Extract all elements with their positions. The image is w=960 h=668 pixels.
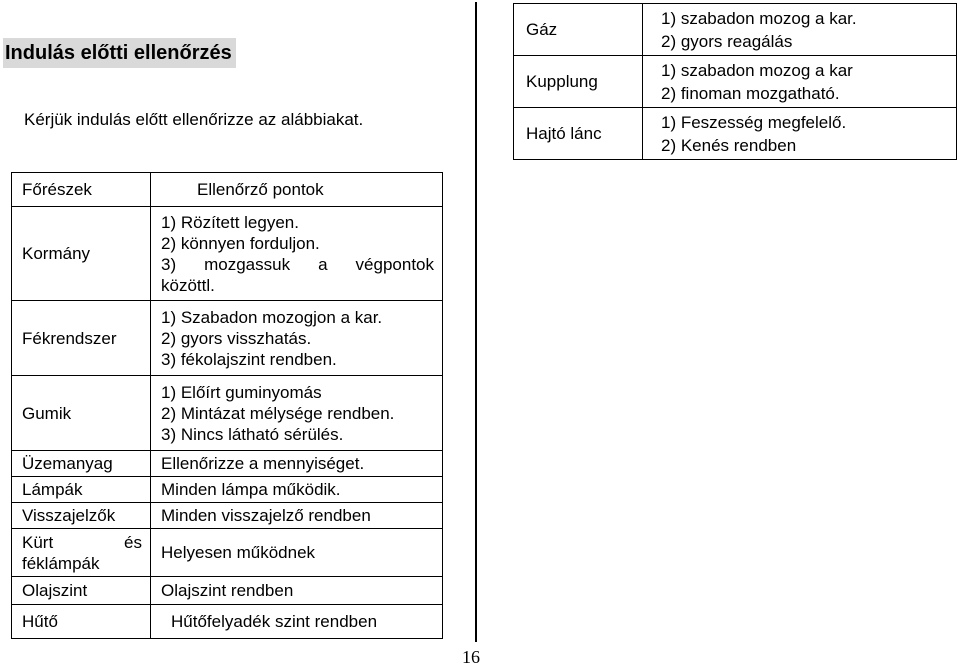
row-key: Gáz: [514, 4, 643, 56]
table-row: [12, 477, 443, 503]
row-key-line: féklámpák: [22, 553, 100, 573]
table-row: [514, 4, 957, 56]
row-key: Hajtó lánc: [514, 108, 643, 160]
table-row: [12, 577, 443, 605]
row-key: Lámpák: [12, 477, 151, 503]
table-row: [12, 503, 443, 529]
table-row: [12, 376, 443, 451]
checkpoint-line: 3) mozgassuk a végpontok: [161, 254, 434, 274]
page-heading: Indulás előtti ellenőrzés: [3, 38, 236, 68]
checkpoint-line: 1) Szabadon mozogjon a kar.: [161, 307, 383, 327]
checkpoint-line: 3) fékolajszint rendben.: [161, 349, 337, 369]
row-key: Fékrendszer: [12, 301, 151, 376]
checkpoint-line: 2) Kenés rendben: [661, 135, 797, 155]
checkpoint-line: 2) finoman mozgatható.: [661, 83, 840, 103]
checkpoint-line: 1) Feszesség megfelelő.: [661, 112, 847, 132]
row-key: [12, 529, 151, 577]
checkpoint-line: 3) Nincs látható sérülés.: [161, 424, 344, 444]
main-parts-table: [11, 172, 443, 639]
row-checkpoints: Minden visszajelző rendben: [151, 503, 443, 529]
checkpoint-line: 2) könnyen forduljon.: [161, 233, 320, 253]
row-key: Gumik: [12, 376, 151, 451]
row-key: Kormány: [12, 207, 151, 301]
table-row: [12, 451, 443, 477]
table-row: [514, 108, 957, 160]
table-row: [514, 56, 957, 108]
continuation-table: [513, 3, 957, 160]
row-checkpoints: Olajszint rendben: [151, 577, 443, 605]
row-checkpoints: [643, 4, 957, 56]
table-row: [12, 529, 443, 577]
row-key: Olajszint: [12, 577, 151, 605]
table-row: [12, 301, 443, 376]
row-checkpoints: [151, 207, 443, 301]
checkpoint-line: 1) Rözített legyen.: [161, 212, 299, 232]
column-divider: [475, 2, 477, 642]
row-checkpoints: [643, 56, 957, 108]
row-key-line: Kürt és: [22, 532, 142, 552]
checkpoint-line: 1) szabadon mozog a kar.: [661, 8, 857, 28]
row-checkpoints: Ellenőrizze a mennyiséget.: [151, 451, 443, 477]
row-key: Üzemanyag: [12, 451, 151, 477]
checkpoint-line: 1) szabadon mozog a kar: [661, 60, 853, 80]
table-row: [12, 207, 443, 301]
row-checkpoints: Helyesen működnek: [151, 529, 443, 577]
checkpoint-line: 2) gyors reagálás: [661, 31, 793, 51]
table-header-row: [12, 173, 443, 207]
row-key: Visszajelzők: [12, 503, 151, 529]
row-key: Kupplung: [514, 56, 643, 108]
header-main-parts: Főrészek: [12, 173, 151, 207]
checkpoint-line: közöttl.: [161, 275, 215, 295]
row-checkpoints: Minden lámpa működik.: [151, 477, 443, 503]
row-checkpoints: [643, 108, 957, 160]
row-checkpoints: Hűtőfelyadék szint rendben: [151, 605, 443, 639]
header-checkpoints: Ellenőrző pontok: [151, 173, 443, 207]
row-checkpoints: [151, 376, 443, 451]
intro-text: Kérjük indulás előtt ellenőrizze az alábbiakat.: [24, 110, 364, 129]
row-checkpoints: [151, 301, 443, 376]
checkpoint-line: 1) Előírt guminyomás: [161, 382, 322, 402]
checkpoint-line: 2) Mintázat mélysége rendben.: [161, 403, 395, 423]
table-row: [12, 605, 443, 639]
checkpoint-line: 2) gyors visszhatás.: [161, 328, 312, 348]
row-key: Hűtő: [12, 605, 151, 639]
page-number: 16: [462, 647, 480, 667]
